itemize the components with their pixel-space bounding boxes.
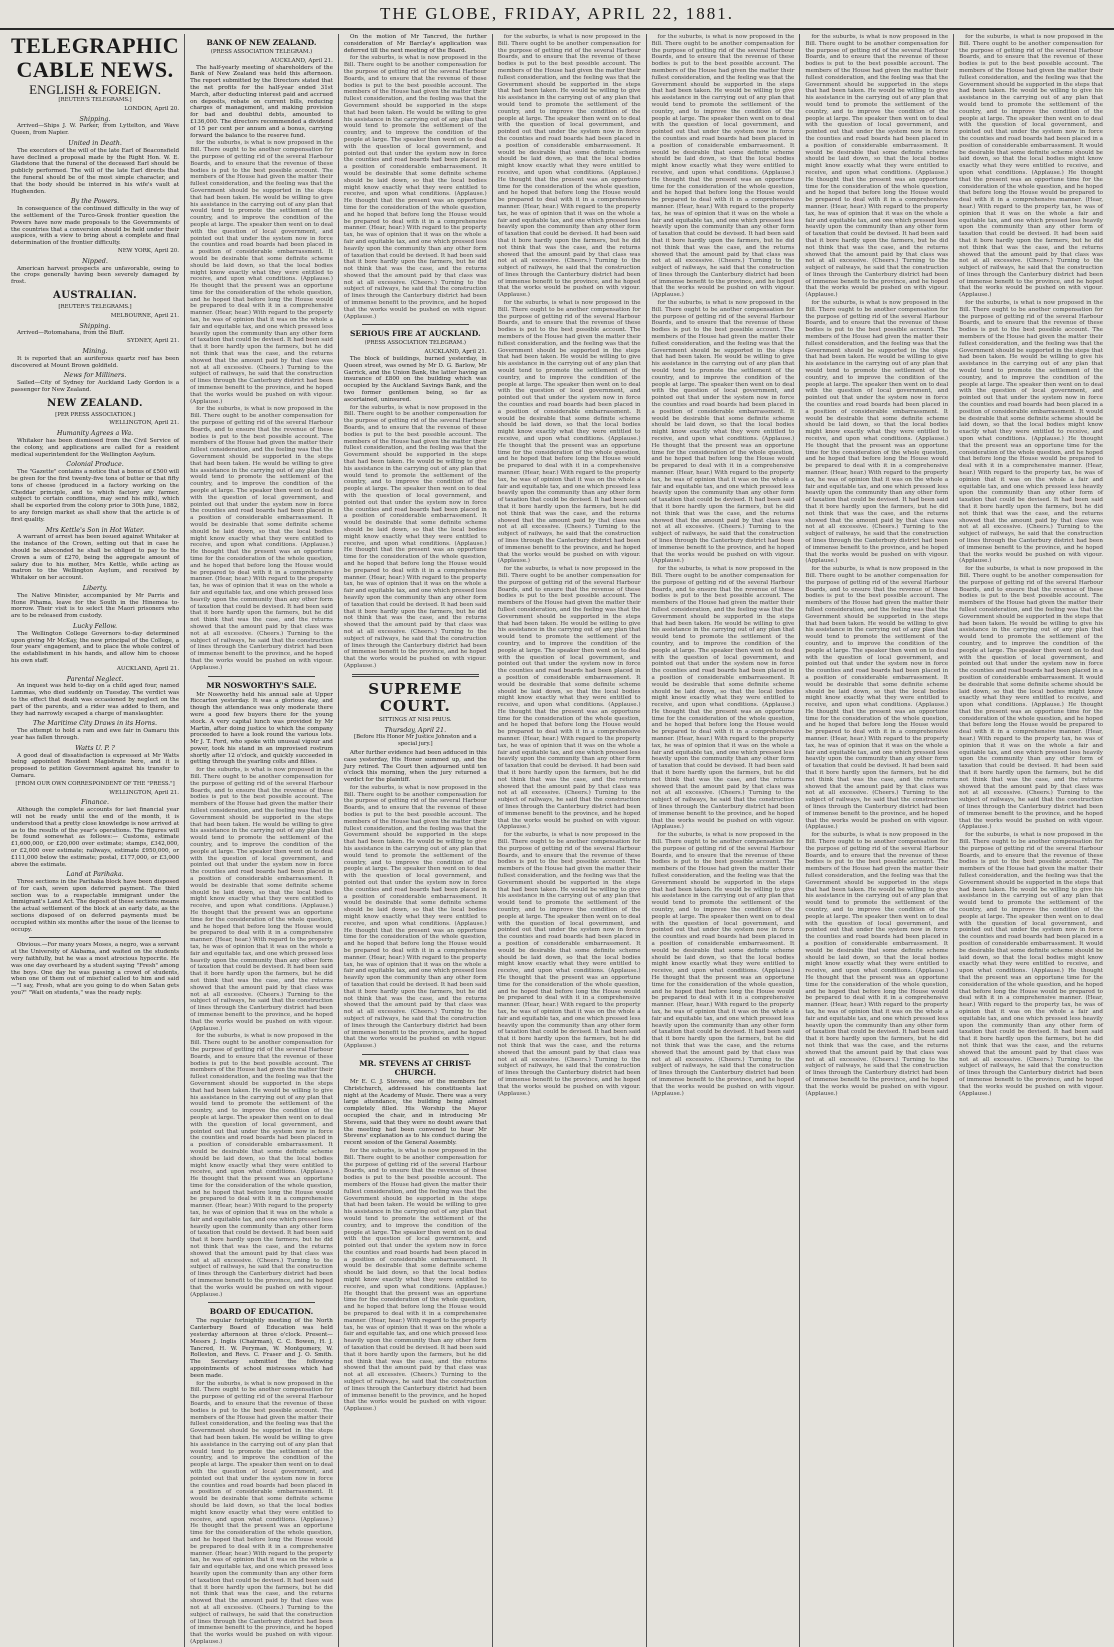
dateline-sydney: SYDNEY, April 21.: [127, 338, 180, 345]
divider-3: [208, 1302, 315, 1303]
divider-5: [362, 1054, 469, 1055]
dateline-new-york: NEW YORK, April 20.: [117, 247, 180, 254]
article-stevens: Mr E. C. J. Stevens, one of the members for Christchurch, addressed his constituents last night at the Academy of Music. There was a very large attendance, the building being almost completely filled. His Worship the Mayor occupied the chair, and in introducing Mr Stevens, said that they were no doubt aware that the meeting had been convened to hear Mr Stevens' explanation as to his conduct during the recent session of the General Assembly.: [343, 1078, 487, 1147]
article-humanity: Whitaker has been dismissed from the Civil Service of the colony, and applications are called for a resident medical superintendent for the Wellington Asylum.: [11, 438, 180, 458]
article-united: The executors of the will of the late Earl of Beaconsfield have declined a proposal made by the Right Hon. W. E. Gladstone that the funeral of the deceased Earl should be publicly performed. The will of the late Earl directs that the funeral should be of the most simple character, and that the body should be interred in his wife's vault at Hughenden.: [11, 147, 180, 195]
speech-cont-4a: for the suburbs, is what is now proposed in the Bill. There ought to be another compensation for the purpose of getting rid of the several Harbour Boards, and to ensure that the revenue of these bodies is put to the best possible account. The members of the House had given the matter their fullest consideration, and the feeling was that the Government should be supported in the steps that had been taken. He would be willing to give his assistance in the carrying out of any plan that would tend to promote the settlement of the country, and to improve the condition of the people at large. The speaker then went on to deal with the question of local government, and pointed out that under the system now in force the counties and road boards had been placed in a position of considerable embarrassment. It would be desirable that some definite scheme should be laid down, so that the local bodies might know exactly what they were entitled to receive, and upon what conditions. (Applause.) He thought that the present was an opportune time for the consideration of the whole question, and he hoped that before long the House would be prepared to deal with it in a comprehensive manner. (Hear, hear.) With regard to the property tax, he was of opinion that it was on the whole a fair and equitable tax, and one which pressed less heavily upon the community than any other form of taxation that could be devised. It had been said that it bore hardly upon the farmers, but he did not think that was the case, and the returns showed that the amount paid by that class was not at all excessive. (Cheers.) Turning to the subject of railways, he said that the construction of lines through the Canterbury district had been of immense benefit to the province, and he hoped that the works would be pushed on with vigour. (Applause.): [497, 34, 641, 299]
dateline-london: LONDON, April 20.: [124, 105, 180, 112]
speech-cont-6b: for the suburbs, is what is now proposed in the Bill. There ought to be another compensation for the purpose of getting rid of the several Harbour Boards, and to ensure that the revenue of these bodies is put to the best possible account. The members of the House had given the matter their fullest consideration, and the feeling was that the Government should be supported in the steps that had been taken. He would be willing to give his assistance in the carrying out of any plan that would tend to promote the settlement of the country, and to improve the condition of the people at large. The speaker then went on to deal with the question of local government, and pointed out that under the system now in force the counties and road boards had been placed in a position of considerable embarrassment. It would be desirable that some definite scheme should be laid down, so that the local bodies might know exactly what they were entitled to receive, and upon what conditions. (Applause.) He thought that the present was an opportune time for the consideration of the whole question, and he hoped that before long the House would be prepared to deal with it in a comprehensive manner. (Hear, hear.) With regard to the property tax, he was of opinion that it was on the whole a fair and equitable tax, and one which pressed less heavily upon the community than any other form of taxation that could be devised. It had been said that it bore hardly upon the farmers, but he did not think that was the case, and the returns showed that the amount paid by that class was not at all excessive. (Cheers.) Turning to the subject of railways, he said that the construction of lines through the Canterbury district had been of immense benefit to the province, and he hoped that the works would be pushed on with vigour. (Applause.): [805, 300, 949, 565]
heading-powers: By the Powers.: [70, 197, 120, 206]
article-col3-cont: for the suburbs, is what is now proposed in the Bill. There ought to be another compensation for the purpose of getting rid of the several Harbour Boards, and to ensure that the revenue of these bodies is put to the best possible account. The members of the House had given the matter their fullest consideration, and the feeling was that the Government should be supported in the steps that had been taken. He would be willing to give his assistance in the carrying out of any plan that would tend to promote the settlement of the country, and to improve the condition of the people at large. The speaker then went on to deal with the question of local government, and pointed out that under the system now in force the counties and road boards had been placed in a position of considerable embarrassment. It would be desirable that some definite scheme should be laid down, so that the local bodies might know exactly what they were entitled to receive, and upon what conditions. (Applause.) He thought that the present was an opportune time for the consideration of the whole question, and he hoped that before long the House would be prepared to deal with it in a comprehensive manner. (Hear, hear.) With regard to the property tax, he was of opinion that it was on the whole a fair and equitable tax, and one which pressed less heavily upon the community than any other form of taxation that could be devised. It had been said that it bore hardly upon the farmers, but he did not think that was the case, and the returns showed that the amount paid by that class was not at all excessive. (Cheers.) Turning to the subject of railways, he said that the construction of lines through the Canterbury district had been of immense benefit to the province, and he hoped that the works would be pushed on with vigour. (Applause.): [343, 55, 487, 320]
dateline-wellington: WELLINGTON, April 21.: [109, 420, 180, 427]
dateline-auckland-2: AUCKLAND, April 21.: [270, 57, 333, 64]
article-finance: Although the complete accounts for last financial year will not be ready until the end of the month, it is understood that a pretty close knowledge is now arrived at as to the results of the year's operations. The figures will be found somewhat as follows:— Customs, estimate £1,600,000, or £20,000 over estimate; stamps, £342,000, or £2,000 over estimate; railways, estimate £950,000, or £111,000 below the estimate; postal, £177,000, or £3,000 above the estimate.: [11, 807, 180, 868]
heading-australian: AUSTRALIAN.: [52, 289, 138, 301]
speech-cont-7d: for the suburbs, is what is now proposed in the Bill. There ought to be another compensation for the purpose of getting rid of the several Harbour Boards, and to ensure that the revenue of these bodies is put to the best possible account. The members of the House had given the matter their fullest consideration, and the feeling was that the Government should be supported in the steps that had been taken. He would be willing to give his assistance in the carrying out of any plan that would tend to promote the settlement of the country, and to improve the condition of the people at large. The speaker then went on to deal with the question of local government, and pointed out that under the system now in force the counties and road boards had been placed in a position of considerable embarrassment. It would be desirable that some definite scheme should be laid down, so that the local bodies might know exactly what they were entitled to receive, and upon what conditions. (Applause.) He thought that the present was an opportune time for the consideration of the whole question, and he hoped that before long the House would be prepared to deal with it in a comprehensive manner. (Hear, hear.) With regard to the property tax, he was of opinion that it was on the whole a fair and equitable tax, and one which pressed less heavily upon the community than any other form of taxation that could be devised. It had been said that it bore hardly upon the farmers, but he did not think that was the case, and the returns showed that the amount paid by that class was not at all excessive. (Cheers.) Turning to the subject of railways, he said that the construction of lines through the Canterbury district had been of immense benefit to the province, and he hoped that the works would be pushed on with vigour. (Applause.): [959, 832, 1103, 1097]
speech-cont-6a: for the suburbs, is what is now proposed in the Bill. There ought to be another compensation for the purpose of getting rid of the several Harbour Boards, and to ensure that the revenue of these bodies is put to the best possible account. The members of the House had given the matter their fullest consideration, and the feeling was that the Government should be supported in the steps that had been taken. He would be willing to give his assistance in the carrying out of any plan that would tend to promote the settlement of the country, and to improve the condition of the people at large. The speaker then went on to deal with the question of local government, and pointed out that under the system now in force the counties and road boards had been placed in a position of considerable embarrassment. It would be desirable that some definite scheme should be laid down, so that the local bodies might know exactly what they were entitled to receive, and upon what conditions. (Applause.) He thought that the present was an opportune time for the consideration of the whole question, and he hoped that before long the House would be prepared to deal with it in a comprehensive manner. (Hear, hear.) With regard to the property tax, he was of opinion that it was on the whole a fair and equitable tax, and one which pressed less heavily upon the community than any other form of taxation that could be devised. It had been said that it bore hardly upon the farmers, but he did not think that was the case, and the returns showed that the amount paid by that class was not at all excessive. (Cheers.) Turning to the subject of railways, he said that the construction of lines through the Canterbury district had been of immense benefit to the province, and he hoped that the works would be pushed on with vigour. (Applause.): [805, 34, 949, 299]
press-association-label-3: (PRESS ASSOCIATION TELEGRAM.): [364, 340, 467, 347]
heading-nipped: Nipped.: [82, 256, 108, 265]
article-produce: The "Gazette" contains a notice that a bonus of £500 will be given for the first twenty-five tons of butter or that fifty tons of cheese (produced in a factory working on the Cheddar principle, and to which factory any farmer, subject to certain conditions, may send his milk), which shall be exported from the colony prior to 30th June, 1882, to any foreign market as shall show that the article is of first quality.: [11, 469, 180, 523]
article-court-cont: for the suburbs, is what is now proposed in the Bill. There ought to be another compensation for the purpose of getting rid of the several Harbour Boards, and to ensure that the revenue of these bodies is put to the best possible account. The members of the House had given the matter their fullest consideration, and the feeling was that the Government should be supported in the steps that had been taken. He would be willing to give his assistance in the carrying out of any plan that would tend to promote the settlement of the country, and to improve the condition of the people at large. The speaker then went on to deal with the question of local government, and pointed out that under the system now in force the counties and road boards had been placed in a position of considerable embarrassment. It would be desirable that some definite scheme should be laid down, so that the local bodies might know exactly what they were entitled to receive, and upon what conditions. (Applause.) He thought that the present was an opportune time for the consideration of the whole question, and he hoped that before long the House would be prepared to deal with it in a comprehensive manner. (Hear, hear.) With regard to the property tax, he was of opinion that it was on the whole a fair and equitable tax, and one which pressed less heavily upon the community than any other form of taxation that could be devised. It had been said that it bore hardly upon the farmers, but he did not think that was the case, and the returns showed that the amount paid by that class was not at all excessive. (Cheers.) Turning to the subject of railways, he said that the construction of lines through the Canterbury district had been of immense benefit to the province, and he hoped that the works would be pushed on with vigour. (Applause.): [343, 784, 487, 1050]
article-milliners: Sailed—City of Sydney for Auckland Lady Gordon is a passenger for New Zealand.: [11, 380, 180, 393]
speech-cont-5c: for the suburbs, is what is now proposed in the Bill. There ought to be another compensation for the purpose of getting rid of the several Harbour Boards, and to ensure that the revenue of these bodies is put to the best possible account. The members of the House had given the matter their fullest consideration, and the feeling was that the Government should be supported in the steps that had been taken. He would be willing to give his assistance in the carrying out of any plan that would tend to promote the settlement of the country, and to improve the condition of the people at large. The speaker then went on to deal with the question of local government, and pointed out that under the system now in force the counties and road boards had been placed in a position of considerable embarrassment. It would be desirable that some definite scheme should be laid down, so that the local bodies might know exactly what they were entitled to receive, and upon what conditions. (Applause.) He thought that the present was an opportune time for the consideration of the whole question, and he hoped that before long the House would be prepared to deal with it in a comprehensive manner. (Hear, hear.) With regard to the property tax, he was of opinion that it was on the whole a fair and equitable tax, and one which pressed less heavily upon the community than any other form of taxation that could be devised. It had been said that it bore hardly upon the farmers, but he did not think that was the case, and the returns showed that the amount paid by that class was not at all excessive. (Cheers.) Turning to the subject of railways, he said that the construction of lines through the Canterbury district had been of immense benefit to the province, and he hoped that the works would be pushed on with vigour. (Applause.): [651, 566, 795, 831]
divider-4: [362, 324, 469, 325]
speech-cont-7c: for the suburbs, is what is now proposed in the Bill. There ought to be another compensation for the purpose of getting rid of the several Harbour Boards, and to ensure that the revenue of these bodies is put to the best possible account. The members of the House had given the matter their fullest consideration, and the feeling was that the Government should be supported in the steps that had been taken. He would be willing to give his assistance in the carrying out of any plan that would tend to promote the settlement of the country, and to improve the condition of the people at large. The speaker then went on to deal with the question of local government, and pointed out that under the system now in force the counties and road boards had been placed in a position of considerable embarrassment. It would be desirable that some definite scheme should be laid down, so that the local bodies might know exactly what they were entitled to receive, and upon what conditions. (Applause.) He thought that the present was an opportune time for the consideration of the whole question, and he hoped that before long the House would be prepared to deal with it in a comprehensive manner. (Hear, hear.) With regard to the property tax, he was of opinion that it was on the whole a fair and equitable tax, and one which pressed less heavily upon the community than any other form of taxation that could be devised. It had been said that it bore hardly upon the farmers, but he did not think that was the case, and the returns showed that the amount paid by that class was not at all excessive. (Cheers.) Turning to the subject of railways, he said that the construction of lines through the Canterbury district had been of immense benefit to the province, and he hoped that the works would be pushed on with vigour. (Applause.): [959, 566, 1103, 831]
article-nipped: American harvest prospects are unfavorable, owing to the crops generally having been severely damaged by frost.: [11, 265, 180, 286]
newspaper-columns: [6, 33, 1108, 1645]
speech-cont-7b: for the suburbs, is what is now proposed in the Bill. There ought to be another compensation for the purpose of getting rid of the several Harbour Boards, and to ensure that the revenue of these bodies is put to the best possible account. The members of the House had given the matter their fullest consideration, and the feeling was that the Government should be supported in the steps that had been taken. He would be willing to give his assistance in the carrying out of any plan that would tend to promote the settlement of the country, and to improve the condition of the people at large. The speaker then went on to deal with the question of local government, and pointed out that under the system now in force the counties and road boards had been placed in a position of considerable embarrassment. It would be desirable that some definite scheme should be laid down, so that the local bodies might know exactly what they were entitled to receive, and upon what conditions. (Applause.) He thought that the present was an opportune time for the consideration of the whole question, and he hoped that before long the House would be prepared to deal with it in a comprehensive manner. (Hear, hear.) With regard to the property tax, he was of opinion that it was on the whole a fair and equitable tax, and one which pressed less heavily upon the community than any other form of taxation that could be devised. It had been said that it bore hardly upon the farmers, but he did not think that was the case, and the returns showed that the amount paid by that class was not at all excessive. (Cheers.) Turning to the subject of railways, he said that the construction of lines through the Canterbury district had been of immense benefit to the province, and he hoped that the works would be pushed on with vigour. (Applause.): [959, 300, 1103, 565]
dateline-melbourne: MELBOURNE, April 21.: [110, 312, 180, 319]
article-parihaka: Three sections in the Parihaka block have been disposed of for cash, seven upon deferred payment. The third section was to a respectable immigrant under the Immigrant's Land Act. The deposit of these sections means the actual settlement of the block at an early date, as the sections disposed of on deferred payments must be occupied within six months after the issue of the license to occupy.: [11, 879, 180, 933]
article-sale-cont: for the suburbs, is what is now proposed in the Bill. There ought to be another compensation for the purpose of getting rid of the several Harbour Boards, and to ensure that the revenue of these bodies is put to the best possible account. The members of the House had given the matter their fullest consideration, and the feeling was that the Government should be supported in the steps that had been taken. He would be willing to give his assistance in the carrying out of any plan that would tend to promote the settlement of the country, and to improve the condition of the people at large. The speaker then went on to deal with the question of local government, and pointed out that under the system now in force the counties and road boards had been placed in a position of considerable embarrassment. It would be desirable that some definite scheme should be laid down, so that the local bodies might know exactly what they were entitled to receive, and upon what conditions. (Applause.) He thought that the present was an opportune time for the consideration of the whole question, and he hoped that before long the House would be prepared to deal with it in a comprehensive manner. (Hear, hear.) With regard to the property tax, he was of opinion that it was on the whole a fair and equitable tax, and one which pressed less heavily upon the community than any other form of taxation that could be devised. It had been said that it bore hardly upon the farmers, but he did not think that was the case, and the returns showed that the amount paid by that class was not at all excessive. (Cheers.) Turning to the subject of railways, he said that the construction of lines through the Canterbury district had been of immense benefit to the province, and he hoped that the works would be pushed on with vigour. (Applause.): [190, 767, 333, 1032]
heading-bank: BANK OF NEW ZEALAND.: [206, 38, 317, 47]
heading-maritime: The Maritime City Draws in its Horns.: [33, 719, 158, 728]
court-day: Thursday, April 21.: [384, 725, 447, 734]
heading-kettle: Mrs Kettle's Son in Hot Water.: [45, 525, 145, 534]
article-mining: It is reported that an auriferous quartz reef has been discovered at Mount Brown goldfield.: [11, 355, 180, 369]
heading-produce: Colonial Produce.: [66, 460, 124, 469]
dateline-auckland-3: AUCKLAND, April 21.: [424, 349, 487, 356]
dateline-wellington-2: WELLINGTON, April 21.: [109, 789, 180, 796]
article-powers: In consequence of the continued difficulty in the way of the settlement of the Turco-Greek frontier question the Powers have now made proposals to the Governments of the countries that a conversion should be held under their auspices, with a view to bring about a complete and final determination of the frontier difficulty.: [11, 206, 180, 247]
masthead-title: THE GLOBE, FRIDAY, APRIL 22, 1881.: [379, 4, 735, 23]
article-bank-cont: for the suburbs, is what is now proposed in the Bill. There ought to be another compensation for the purpose of getting rid of the several Harbour Boards, and to ensure that the revenue of these bodies is put to the best possible account. The members of the House had given the matter their fullest consideration, and the feeling was that the Government should be supported in the steps that had been taken. He would be willing to give his assistance in the carrying out of any plan that would tend to promote the settlement of the country, and to improve the condition of the people at large. The speaker then went on to deal with the question of local government, and pointed out that under the system now in force the counties and road boards had been placed in a position of considerable embarrassment. It would be desirable that some definite scheme should be laid down, so that the local bodies might know exactly what they were entitled to receive, and upon what conditions. (Applause.) He thought that the present was an opportune time for the consideration of the whole question, and he hoped that before long the House would be prepared to deal with it in a comprehensive manner. (Hear, hear.) With regard to the property tax, he was of opinion that it was on the whole a fair and equitable tax, and one which pressed less heavily upon the community than any other form of taxation that could be devised. It had been said that it bore hardly upon the farmers, but he did not think that was the case, and the returns showed that the amount paid by that class was not at all excessive. (Cheers.) Turning to the subject of railways, he said that the construction of lines through the Canterbury district had been of immense benefit to the province, and he hoped that the works would be pushed on with vigour. (Applause.): [190, 140, 333, 405]
heading-parihaka: Land at Parihaka.: [66, 870, 124, 879]
heading-parental: Parental Neglect.: [66, 674, 124, 683]
heading-lucky: Lucky Fellow.: [73, 622, 118, 630]
double-divider: [352, 674, 479, 677]
column-5: [647, 34, 801, 1647]
article-liberty: The Native Minister, accompanied by Mr Parris and Hone Pihama, leave for the South in the Hinemoa to-morrow. Their visit is to select the Maori prisoners who are to be released from custody.: [11, 592, 180, 620]
speech-cont-5b: for the suburbs, is what is now proposed in the Bill. There ought to be another compensation for the purpose of getting rid of the several Harbour Boards, and to ensure that the revenue of these bodies is put to the best possible account. The members of the House had given the matter their fullest consideration, and the feeling was that the Government should be supported in the steps that had been taken. He would be willing to give his assistance in the carrying out of any plan that would tend to promote the settlement of the country, and to improve the condition of the people at large. The speaker then went on to deal with the question of local government, and pointed out that under the system now in force the counties and road boards had been placed in a position of considerable embarrassment. It would be desirable that some definite scheme should be laid down, so that the local bodies might know exactly what they were entitled to receive, and upon what conditions. (Applause.) He thought that the present was an opportune time for the consideration of the whole question, and he hoped that before long the House would be prepared to deal with it in a comprehensive manner. (Hear, hear.) With regard to the property tax, he was of opinion that it was on the whole a fair and equitable tax, and one which pressed less heavily upon the community than any other form of taxation that could be devised. It had been said that it bore hardly upon the farmers, but he did not think that was the case, and the returns showed that the amount paid by that class was not at all excessive. (Cheers.) Turning to the subject of railways, he said that the construction of lines through the Canterbury district had been of immense benefit to the province, and he hoped that the works would be pushed on with vigour. (Applause.): [651, 300, 795, 565]
article-watts: A good deal of dissatisfaction is expressed at Mr Watts being appointed Resident Magistrate here, and it is proposed to petition Government against his transfer to Oamaru.: [11, 752, 180, 779]
article-stevens-cont: for the suburbs, is what is now proposed in the Bill. There ought to be another compensation for the purpose of getting rid of the several Harbour Boards, and to ensure that the revenue of these bodies is put to the best possible account. The members of the House had given the matter their fullest consideration, and the feeling was that the Government should be supported in the steps that had been taken. He would be willing to give his assistance in the carrying out of any plan that would tend to promote the settlement of the country, and to improve the condition of the people at large. The speaker then went on to deal with the question of local government, and pointed out that under the system now in force the counties and road boards had been placed in a position of considerable embarrassment. It would be desirable that some definite scheme should be laid down, so that the local bodies might know exactly what they were entitled to receive, and upon what conditions. (Applause.) He thought that the present was an opportune time for the consideration of the whole question, and he hoped that before long the House would be prepared to deal with it in a comprehensive manner. (Hear, hear.) With regard to the property tax, he was of opinion that it was on the whole a fair and equitable tax, and one which pressed less heavily upon the community than any other form of taxation that could be devised. It had been said that it bore hardly upon the farmers, but he did not think that was the case, and the returns showed that the amount paid by that class was not at all excessive. (Cheers.) Turning to the subject of railways, he said that the construction of lines through the Canterbury district had been of immense benefit to the province, and he hoped that the works would be pushed on with vigour. (Applause.): [343, 1147, 487, 1413]
article-fire: The block of buildings, burned yesterday, in Queen street, was owned by Mr D. G. Barlow, Mr Garrick, and the Union Bank, the latter having an insurance of £800 on the building which was occupied by the Auckland Savings Bank, and the two former gentlemen being, so far as ascertained, uninsured.: [343, 356, 487, 403]
article-sale: Mr Nosworthy held his annual sale at Upper Riccarton yesterday. It was a glorious day, and though the attendance was only moderate there were a good few buyers there for the young stock. A very capital lunch was provided by Mr Martin, after doing justice to which the company proceeded to have a look round the various lots. Mr J. T. Ford, who spoke with unusual vigour and power, took his stand in an improvised rostrum shortly after 12 o'clock, and quickly succeeded in getting through the yearling colts and fillies.: [190, 691, 333, 766]
masthead: [0, 0, 1114, 30]
article-parental: An inquest was held to-day on a child aged four, named Lammas, who died suddenly on Tuesday. The verdict was to the effect that death was occasioned by neglect on the part of the parents, and a rider was added to them, and they had narrowly escaped a charge of manslaughter.: [11, 683, 180, 717]
banner-english-foreign: ENGLISH & FOREIGN.: [29, 82, 161, 97]
press-association-label-2: (PRESS ASSOCIATION TELEGRAM.): [210, 49, 313, 55]
press-association-label: [PER PRESS ASSOCIATION.]: [55, 411, 135, 418]
heading-humanity: Humanity Agrees a Wa.: [56, 429, 134, 438]
heading-stevens: MR. STEVENS AT CHRIST-CHURCH.: [359, 1058, 472, 1077]
article-bank: The half-yearly meeting of shareholders of the Bank of New Zealand was held this afternoon. The report submitted by the Directors stated that the net profits for the half-year ended 31st March, after deducting interest paid and accrued on deposits, rebate on current bills, reducing charges of management, and making provision for bad and doubtful debts, amounted to £136,000. The directors recommended a dividend of 15 per cent per annum and a bonus, carrying forward the balance to the reserve fund.: [190, 64, 333, 139]
heading-milliners: News for Milliners.: [63, 371, 127, 380]
speech-cont-4d: for the suburbs, is what is now proposed in the Bill. There ought to be another compensation for the purpose of getting rid of the several Harbour Boards, and to ensure that the revenue of these bodies is put to the best possible account. The members of the House had given the matter their fullest consideration, and the feeling was that the Government should be supported in the steps that had been taken. He would be willing to give his assistance in the carrying out of any plan that would tend to promote the settlement of the country, and to improve the condition of the people at large. The speaker then went on to deal with the question of local government, and pointed out that under the system now in force the counties and road boards had been placed in a position of considerable embarrassment. It would be desirable that some definite scheme should be laid down, so that the local bodies might know exactly what they were entitled to receive, and upon what conditions. (Applause.) He thought that the present was an opportune time for the consideration of the whole question, and he hoped that before long the House would be prepared to deal with it in a comprehensive manner. (Hear, hear.) With regard to the property tax, he was of opinion that it was on the whole a fair and equitable tax, and one which pressed less heavily upon the community than any other form of taxation that could be devised. It had been said that it bore hardly upon the farmers, but he did not think that was the case, and the returns showed that the amount paid by that class was not at all excessive. (Cheers.) Turning to the subject of railways, he said that the construction of lines through the Canterbury district had been of immense benefit to the province, and he hoped that the works would be pushed on with vigour. (Applause.): [497, 832, 641, 1097]
article-lucky: The Wellington College Governors to-day determined upon giving Mr McKay, the new principal of the College, a four years' engagement, and to place the whole control of the establishment in his hands, and allow him to choose his own staff.: [11, 630, 180, 664]
article-sale-cont-2: for the suburbs, is what is now proposed in the Bill. There ought to be another compensation for the purpose of getting rid of the several Harbour Boards, and to ensure that the revenue of these bodies is put to the best possible account. The members of the House had given the matter their fullest consideration, and the feeling was that the Government should be supported in the steps that had been taken. He would be willing to give his assistance in the carrying out of any plan that would tend to promote the settlement of the country, and to improve the condition of the people at large. The speaker then went on to deal with the question of local government, and pointed out that under the system now in force the counties and road boards had been placed in a position of considerable embarrassment. It would be desirable that some definite scheme should be laid down, so that the local bodies might know exactly what they were entitled to receive, and upon what conditions. (Applause.) He thought that the present was an opportune time for the consideration of the whole question, and he hoped that before long the House would be prepared to deal with it in a comprehensive manner. (Hear, hear.) With regard to the property tax, he was of opinion that it was on the whole a fair and equitable tax, and one which pressed less heavily upon the community than any other form of taxation that could be devised. It had been said that it bore hardly upon the farmers, but he did not think that was the case, and the returns showed that the amount paid by that class was not at all excessive. (Cheers.) Turning to the subject of railways, he said that the construction of lines through the Canterbury district had been of immense benefit to the province, and he hoped that the works would be pushed on with vigour. (Applause.): [190, 1033, 333, 1298]
speech-cont-6d: for the suburbs, is what is now proposed in the Bill. There ought to be another compensation for the purpose of getting rid of the several Harbour Boards, and to ensure that the revenue of these bodies is put to the best possible account. The members of the House had given the matter their fullest consideration, and the feeling was that the Government should be supported in the steps that had been taken. He would be willing to give his assistance in the carrying out of any plan that would tend to promote the settlement of the country, and to improve the condition of the people at large. The speaker then went on to deal with the question of local government, and pointed out that under the system now in force the counties and road boards had been placed in a position of considerable embarrassment. It would be desirable that some definite scheme should be laid down, so that the local bodies might know exactly what they were entitled to receive, and upon what conditions. (Applause.) He thought that the present was an opportune time for the consideration of the whole question, and he hoped that before long the House would be prepared to deal with it in a comprehensive manner. (Hear, hear.) With regard to the property tax, he was of opinion that it was on the whole a fair and equitable tax, and one which pressed less heavily upon the community than any other form of taxation that could be devised. It had been said that it bore hardly upon the farmers, but he did not think that was the case, and the returns showed that the amount paid by that class was not at all excessive. (Cheers.) Turning to the subject of railways, he said that the construction of lines through the Canterbury district had been of immense benefit to the province, and he hoped that the works would be pushed on with vigour. (Applause.): [805, 832, 949, 1097]
article-board-cont: for the suburbs, is what is now proposed in the Bill. There ought to be another compensation for the purpose of getting rid of the several Harbour Boards, and to ensure that the revenue of these bodies is put to the best possible account. The members of the House had given the matter their fullest consideration, and the feeling was that the Government should be supported in the steps that had been taken. He would be willing to give his assistance in the carrying out of any plan that would tend to promote the settlement of the country, and to improve the condition of the people at large. The speaker then went on to deal with the question of local government, and pointed out that under the system now in force the counties and road boards had been placed in a position of considerable embarrassment. It would be desirable that some definite scheme should be laid down, so that the local bodies might know exactly what they were entitled to receive, and upon what conditions. (Applause.) He thought that the present was an opportune time for the consideration of the whole question, and he hoped that before long the House would be prepared to deal with it in a comprehensive manner. (Hear, hear.) With regard to the property tax, he was of opinion that it was on the whole a fair and equitable tax, and one which pressed less heavily upon the community than any other form of taxation that could be devised. It had been said that it bore hardly upon the farmers, but he did not think that was the case, and the returns showed that the amount paid by that class was not at all excessive. (Cheers.) Turning to the subject of railways, he said that the construction of lines through the Canterbury district had been of immense benefit to the province, and he hoped that the works would be pushed on with vigour. (Applause.): [190, 1380, 333, 1645]
reuter-label: [REUTER'S TELEGRAMS.]: [58, 97, 132, 103]
article-kettle: A warrant of arrest has been issued against Whitaker at the instance of the Crown, setting out that in case he should be absconded he shall be obliged to pay to the Crown a sum of £270, being the aggregate amount of salary due to his mother, Mrs Kettle, while acting as matron to the Wellington Asylum, and received by Whitaker on her account.: [11, 534, 180, 582]
speech-cont-4b: for the suburbs, is what is now proposed in the Bill. There ought to be another compensation for the purpose of getting rid of the several Harbour Boards, and to ensure that the revenue of these bodies is put to the best possible account. The members of the House had given the matter their fullest consideration, and the feeling was that the Government should be supported in the steps that had been taken. He would be willing to give his assistance in the carrying out of any plan that would tend to promote the settlement of the country, and to improve the condition of the people at large. The speaker then went on to deal with the question of local government, and pointed out that under the system now in force the counties and road boards had been placed in a position of considerable embarrassment. It would be desirable that some definite scheme should be laid down, so that the local bodies might know exactly what they were entitled to receive, and upon what conditions. (Applause.) He thought that the present was an opportune time for the consideration of the whole question, and he hoped that before long the House would be prepared to deal with it in a comprehensive manner. (Hear, hear.) With regard to the property tax, he was of opinion that it was on the whole a fair and equitable tax, and one which pressed less heavily upon the community than any other form of taxation that could be devised. It had been said that it bore hardly upon the farmers, but he did not think that was the case, and the returns showed that the amount paid by that class was not at all excessive. (Cheers.) Turning to the subject of railways, he said that the construction of lines through the Canterbury district had been of immense benefit to the province, and he hoped that the works would be pushed on with vigour. (Applause.): [497, 300, 641, 565]
divider: [29, 937, 161, 938]
heading-mining: Mining.: [82, 346, 108, 355]
court-before: [Before His Honor Mr Justice Johnston and a special jury.]: [353, 734, 477, 748]
banner-cable-news: CABLE NEWS.: [16, 57, 174, 82]
heading-nosworthy-sale: MR NOSWORTHY'S SALE.: [206, 680, 317, 690]
article-fire-cont: for the suburbs, is what is now proposed in the Bill. There ought to be another compensation for the purpose of getting rid of the several Harbour Boards, and to ensure that the revenue of these bodies is put to the best possible account. The members of the House had given the matter their fullest consideration, and the feeling was that the Government should be supported in the steps that had been taken. He would be willing to give his assistance in the carrying out of any plan that would tend to promote the settlement of the country, and to improve the condition of the people at large. The speaker then went on to deal with the question of local government, and pointed out that under the system now in force the counties and road boards had been placed in a position of considerable embarrassment. It would be desirable that some definite scheme should be laid down, so that the local bodies might know exactly what they were entitled to receive, and upon what conditions. (Applause.) He thought that the present was an opportune time for the consideration of the whole question, and he hoped that before long the House would be prepared to deal with it in a comprehensive manner. (Hear, hear.) With regard to the property tax, he was of opinion that it was on the whole a fair and equitable tax, and one which pressed less heavily upon the community than any other form of taxation that could be devised. It had been said that it bore hardly upon the farmers, but he did not think that was the case, and the returns showed that the amount paid by that class was not at all excessive. (Cheers.) Turning to the subject of railways, he said that the construction of lines through the Canterbury district had been of immense benefit to the province, and he hoped that the works would be pushed on with vigour. (Applause.): [343, 404, 487, 669]
heading-shipping: Shipping.: [79, 114, 111, 123]
reuter-label-2: [REUTER'S TELEGRAMS.]: [58, 303, 132, 310]
column-7: [954, 34, 1108, 1647]
speech-cont-5a: for the suburbs, is what is now proposed in the Bill. There ought to be another compensation for the purpose of getting rid of the several Harbour Boards, and to ensure that the revenue of these bodies is put to the best possible account. The members of the House had given the matter their fullest consideration, and the feeling was that the Government should be supported in the steps that had been taken. He would be willing to give his assistance in the carrying out of any plan that would tend to promote the settlement of the country, and to improve the condition of the people at large. The speaker then went on to deal with the question of local government, and pointed out that under the system now in force the counties and road boards had been placed in a position of considerable embarrassment. It would be desirable that some definite scheme should be laid down, so that the local bodies might know exactly what they were entitled to receive, and upon what conditions. (Applause.) He thought that the present was an opportune time for the consideration of the whole question, and he hoped that before long the House would be prepared to deal with it in a comprehensive manner. (Hear, hear.) With regard to the property tax, he was of opinion that it was on the whole a fair and equitable tax, and one which pressed less heavily upon the community than any other form of taxation that could be devised. It had been said that it bore hardly upon the farmers, but he did not think that was the case, and the returns showed that the amount paid by that class was not at all excessive. (Cheers.) Turning to the subject of railways, he said that the construction of lines through the Canterbury district had been of immense benefit to the province, and he hoped that the works would be pushed on with vigour. (Applause.): [651, 34, 795, 299]
column-6: [800, 34, 954, 1647]
heading-serious-fire: SERIOUS FIRE AT AUCKLAND.: [350, 329, 481, 339]
heading-shipping-2: Shipping.: [79, 321, 111, 330]
article-bank-cont-2: for the suburbs, is what is now proposed in the Bill. There ought to be another compensation for the purpose of getting rid of the several Harbour Boards, and to ensure that the revenue of these bodies is put to the best possible account. The members of the House had given the matter their fullest consideration, and the feeling was that the Government should be supported in the steps that had been taken. He would be willing to give his assistance in the carrying out of any plan that would tend to promote the settlement of the country, and to improve the condition of the people at large. The speaker then went on to deal with the question of local government, and pointed out that under the system now in force the counties and road boards had been placed in a position of considerable embarrassment. It would be desirable that some definite scheme should be laid down, so that the local bodies might know exactly what they were entitled to receive, and upon what conditions. (Applause.) He thought that the present was an opportune time for the consideration of the whole question, and he hoped that before long the House would be prepared to deal with it in a comprehensive manner. (Hear, hear.) With regard to the property tax, he was of opinion that it was on the whole a fair and equitable tax, and one which pressed less heavily upon the community than any other form of taxation that could be devised. It had been said that it bore hardly upon the farmers, but he did not think that was the case, and the returns showed that the amount paid by that class was not at all excessive. (Cheers.) Turning to the subject of railways, he said that the construction of lines through the Canterbury district had been of immense benefit to the province, and he hoped that the works would be pushed on with vigour. (Applause.): [190, 406, 333, 671]
column-4: [493, 34, 647, 1647]
speech-cont-7a: for the suburbs, is what is now proposed in the Bill. There ought to be another compensation for the purpose of getting rid of the several Harbour Boards, and to ensure that the revenue of these bodies is put to the best possible account. The members of the House had given the matter their fullest consideration, and the feeling was that the Government should be supported in the steps that had been taken. He would be willing to give his assistance in the carrying out of any plan that would tend to promote the settlement of the country, and to improve the condition of the people at large. The speaker then went on to deal with the question of local government, and pointed out that under the system now in force the counties and road boards had been placed in a position of considerable embarrassment. It would be desirable that some definite scheme should be laid down, so that the local bodies might know exactly what they were entitled to receive, and upon what conditions. (Applause.) He thought that the present was an opportune time for the consideration of the whole question, and he hoped that before long the House would be prepared to deal with it in a comprehensive manner. (Hear, hear.) With regard to the property tax, he was of opinion that it was on the whole a fair and equitable tax, and one which pressed less heavily upon the community than any other form of taxation that could be devised. It had been said that it bore hardly upon the farmers, but he did not think that was the case, and the returns showed that the amount paid by that class was not at all excessive. (Cheers.) Turning to the subject of railways, he said that the construction of lines through the Canterbury district had been of immense benefit to the province, and he hoped that the works would be pushed on with vigour. (Applause.): [959, 34, 1103, 299]
speech-cont-4c: for the suburbs, is what is now proposed in the Bill. There ought to be another compensation for the purpose of getting rid of the several Harbour Boards, and to ensure that the revenue of these bodies is put to the best possible account. The members of the House had given the matter their fullest consideration, and the feeling was that the Government should be supported in the steps that had been taken. He would be willing to give his assistance in the carrying out of any plan that would tend to promote the settlement of the country, and to improve the condition of the people at large. The speaker then went on to deal with the question of local government, and pointed out that under the system now in force the counties and road boards had been placed in a position of considerable embarrassment. It would be desirable that some definite scheme should be laid down, so that the local bodies might know exactly what they were entitled to receive, and upon what conditions. (Applause.) He thought that the present was an opportune time for the consideration of the whole question, and he hoped that before long the House would be prepared to deal with it in a comprehensive manner. (Hear, hear.) With regard to the property tax, he was of opinion that it was on the whole a fair and equitable tax, and one which pressed less heavily upon the community than any other form of taxation that could be devised. It had been said that it bore hardly upon the farmers, but he did not think that was the case, and the returns showed that the amount paid by that class was not at all excessive. (Cheers.) Turning to the subject of railways, he said that the construction of lines through the Canterbury district had been of immense benefit to the province, and he hoped that the works would be pushed on with vigour. (Applause.): [497, 566, 641, 831]
article-maritime: The attempt to hold a ram and ewe fair in Oamaru this year has fallen through.: [11, 728, 180, 741]
article-shipping-2: Arrived—Rotomahana, from the Bluff.: [17, 330, 125, 337]
article-court: After further evidence had been adduced in this case yesterday, His Honor summed up, and the Jury retired. The Court then adjourned until ten o'clock this morning, when the jury returned a verdict for the plaintiff.: [343, 749, 487, 784]
article-board: The regular fortnightly meeting of the North Canterbury Board of Education was held yesterday afternoon at three o'clock. Present—Messrs J. Inglis (Chairman), C. C. Bowen, H. J. Tancred, H. W. Peryman, W. Montgomery, W. Rolleston, and Revs. C. Fraser and J. O. Smith. The Secretary submitted the following appointments of school mistresses which had been made.: [190, 1318, 333, 1379]
heading-new-zealand: NEW ZEALAND.: [47, 397, 143, 409]
heading-finance: Finance.: [81, 798, 109, 807]
divider-2: [208, 676, 315, 677]
article-obvious: Obvious.—For many years Moses, a negro, was a servant at the University of Alabama, and waited on the students very faithfully, but he was a most atrocious hypocrite. He was one day overheard by a student saying "Fresh" among the boys. One day he was passing a crowd of students, when one of them out of mischief called to him and said—"I say, Fresh, what are you going to do when Satan gets you?" "Wait on students," was the ready reply.: [11, 942, 180, 997]
heading-watts: Watts U. P. ?: [75, 743, 115, 752]
column-2: [185, 34, 339, 1647]
heading-liberty: Liberty.: [82, 584, 108, 593]
heading-united: United in Death.: [68, 138, 122, 147]
banner-telegraphic: TELEGRAPHIC: [11, 33, 180, 58]
own-correspondent-label: [FROM OUR OWN CORRESPONDENT OF THE "PRESS."]: [15, 780, 175, 787]
article-board-end: On the motion of Mr Tancred, the further consideration of Mr Barclay's application was deferred till the next meeting of the Board.: [343, 34, 487, 54]
speech-cont-6c: for the suburbs, is what is now proposed in the Bill. There ought to be another compensation for the purpose of getting rid of the several Harbour Boards, and to ensure that the revenue of these bodies is put to the best possible account. The members of the House had given the matter their fullest consideration, and the feeling was that the Government should be supported in the steps that had been taken. He would be willing to give his assistance in the carrying out of any plan that would tend to promote the settlement of the country, and to improve the condition of the people at large. The speaker then went on to deal with the question of local government, and pointed out that under the system now in force the counties and road boards had been placed in a position of considerable embarrassment. It would be desirable that some definite scheme should be laid down, so that the local bodies might know exactly what they were entitled to receive, and upon what conditions. (Applause.) He thought that the present was an opportune time for the consideration of the whole question, and he hoped that before long the House would be prepared to deal with it in a comprehensive manner. (Hear, hear.) With regard to the property tax, he was of opinion that it was on the whole a fair and equitable tax, and one which pressed less heavily upon the community than any other form of taxation that could be devised. It had been said that it bore hardly upon the farmers, but he did not think that was the case, and the returns showed that the amount paid by that class was not at all excessive. (Cheers.) Turning to the subject of railways, he said that the construction of lines through the Canterbury district had been of immense benefit to the province, and he hoped that the works would be pushed on with vigour. (Applause.): [805, 566, 949, 831]
heading-board-education: BOARD OF EDUCATION.: [209, 1307, 314, 1317]
court-sittings-label: SITTINGS AT NISI PRIUS.: [379, 716, 452, 723]
speech-cont-5d: for the suburbs, is what is now proposed in the Bill. There ought to be another compensation for the purpose of getting rid of the several Harbour Boards, and to ensure that the revenue of these bodies is put to the best possible account. The members of the House had given the matter their fullest consideration, and the feeling was that the Government should be supported in the steps that had been taken. He would be willing to give his assistance in the carrying out of any plan that would tend to promote the settlement of the country, and to improve the condition of the people at large. The speaker then went on to deal with the question of local government, and pointed out that under the system now in force the counties and road boards had been placed in a position of considerable embarrassment. It would be desirable that some definite scheme should be laid down, so that the local bodies might know exactly what they were entitled to receive, and upon what conditions. (Applause.) He thought that the present was an opportune time for the consideration of the whole question, and he hoped that before long the House would be prepared to deal with it in a comprehensive manner. (Hear, hear.) With regard to the property tax, he was of opinion that it was on the whole a fair and equitable tax, and one which pressed less heavily upon the community than any other form of taxation that could be devised. It had been said that it bore hardly upon the farmers, but he did not think that was the case, and the returns showed that the amount paid by that class was not at all excessive. (Cheers.) Turning to the subject of railways, he said that the construction of lines through the Canterbury district had been of immense benefit to the province, and he hoped that the works would be pushed on with vigour. (Applause.): [651, 832, 795, 1097]
dateline-auckland: AUCKLAND, April 21.: [116, 665, 180, 672]
column-1: [6, 34, 185, 1647]
column-3: [339, 34, 493, 1647]
article-shipping: Arrived—Ships J. W. Parker, from Lyttelton, and Wave Queen, from Napier.: [11, 123, 180, 137]
heading-supreme-court: SUPREME COURT.: [368, 679, 463, 715]
